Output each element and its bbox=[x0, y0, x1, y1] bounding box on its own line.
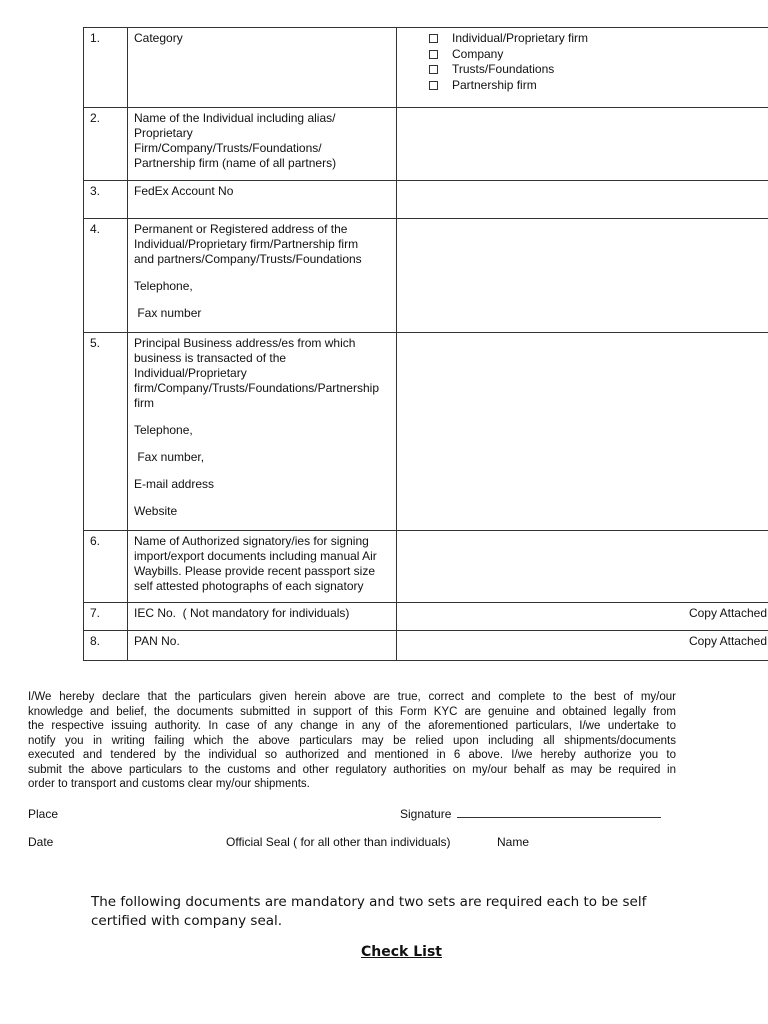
signatory-value-cell[interactable] bbox=[397, 531, 768, 603]
signature-field[interactable] bbox=[400, 807, 661, 821]
category-option[interactable]: Company bbox=[429, 47, 768, 63]
row-label: Permanent or Registered address of the Individual/Proprietary firm/Partnership firm and partners/Company/Trusts/Foundations Telephone, Fax number bbox=[128, 219, 397, 333]
table-row bbox=[84, 219, 768, 333]
row-number: 2. bbox=[84, 108, 128, 181]
row-number: 1. bbox=[84, 28, 128, 108]
date-label: Date bbox=[28, 835, 54, 849]
table-row bbox=[84, 333, 768, 531]
category-option[interactable]: Partnership firm bbox=[429, 78, 768, 94]
iec-value-cell[interactable] bbox=[397, 603, 768, 631]
row-number: 6. bbox=[84, 531, 128, 603]
category-option[interactable]: Individual/Proprietary firm bbox=[429, 31, 768, 47]
official-seal-label: Official Seal ( for all other than individuals) bbox=[226, 835, 451, 849]
declaration-paragraph: I/We hereby declare that the particulars given herein above are true, correct and complete to the best of my/our knowledge and belief, the documents submitted in support of this Form KYC are genuine and obtained legally from the respective issuing authority. In case of any change in any of the aforementioned particulars, I/we undertake to notify you in writing failing which the above particulars may be relied upon including all shipments/documents executed and tendered by the individual so authorized and mentioned in 6 above. I/we hereby authorize you to submit the above particulars to the customs and other regulatory authorities on my/our behalf as may be required in order to transport and customs clear my/our shipments. bbox=[28, 691, 676, 790]
row-label: IEC No. ( Not mandatory for individuals) bbox=[128, 603, 397, 631]
name-value-cell[interactable] bbox=[397, 108, 768, 181]
row-number: 7. bbox=[84, 603, 128, 631]
row-label: PAN No. bbox=[128, 631, 397, 661]
copy-attached-label: Copy Attached bbox=[688, 634, 767, 648]
row-number: 4. bbox=[84, 219, 128, 333]
kyc-form-table bbox=[83, 27, 768, 661]
table-row bbox=[84, 108, 768, 181]
copy-attached-label: Copy Attached bbox=[688, 606, 767, 620]
row-label: FedEx Account No bbox=[128, 181, 397, 219]
signature-line[interactable] bbox=[457, 807, 661, 818]
checkbox-icon[interactable] bbox=[429, 81, 438, 90]
checkbox-icon[interactable] bbox=[429, 50, 438, 59]
signature-label: Signature bbox=[400, 807, 452, 821]
category-option[interactable]: Trusts/Foundations bbox=[429, 62, 768, 78]
table-row bbox=[84, 603, 768, 631]
check-list-heading: Check List bbox=[361, 944, 442, 960]
mandatory-documents-note: The following documents are mandatory and two sets are required each to be self certified with company seal. bbox=[91, 894, 647, 929]
checkbox-icon[interactable] bbox=[429, 34, 438, 43]
row-label: Principal Business address/es from which business is transacted of the Individual/Proprietary firm/Company/Trusts/Foundations/Partnership firm Telephone, Fax number, E-mail address Website bbox=[128, 333, 397, 531]
pan-value-cell[interactable] bbox=[397, 631, 768, 661]
account-value-cell[interactable] bbox=[397, 181, 768, 219]
table-row bbox=[84, 631, 768, 661]
name-label: Name bbox=[497, 835, 530, 849]
row-number: 8. bbox=[84, 631, 128, 661]
table-row bbox=[84, 531, 768, 603]
table-row bbox=[84, 28, 768, 108]
place-label: Place bbox=[28, 807, 59, 821]
address-value-cell[interactable] bbox=[397, 219, 768, 333]
table-row bbox=[84, 181, 768, 219]
business-address-value-cell[interactable] bbox=[397, 333, 768, 531]
row-label: Category bbox=[128, 28, 397, 108]
row-label: Name of the Individual including alias/ Proprietary Firm/Company/Trusts/Foundations/ Partnership firm (name of all partners) bbox=[128, 108, 397, 181]
row-number: 3. bbox=[84, 181, 128, 219]
row-number: 5. bbox=[84, 333, 128, 531]
category-options bbox=[397, 28, 768, 108]
row-label: Name of Authorized signatory/ies for signing import/export documents including manual Air Waybills. Please provide recent passport size self attested photographs of each signatory bbox=[128, 531, 397, 603]
checkbox-icon[interactable] bbox=[429, 65, 438, 74]
